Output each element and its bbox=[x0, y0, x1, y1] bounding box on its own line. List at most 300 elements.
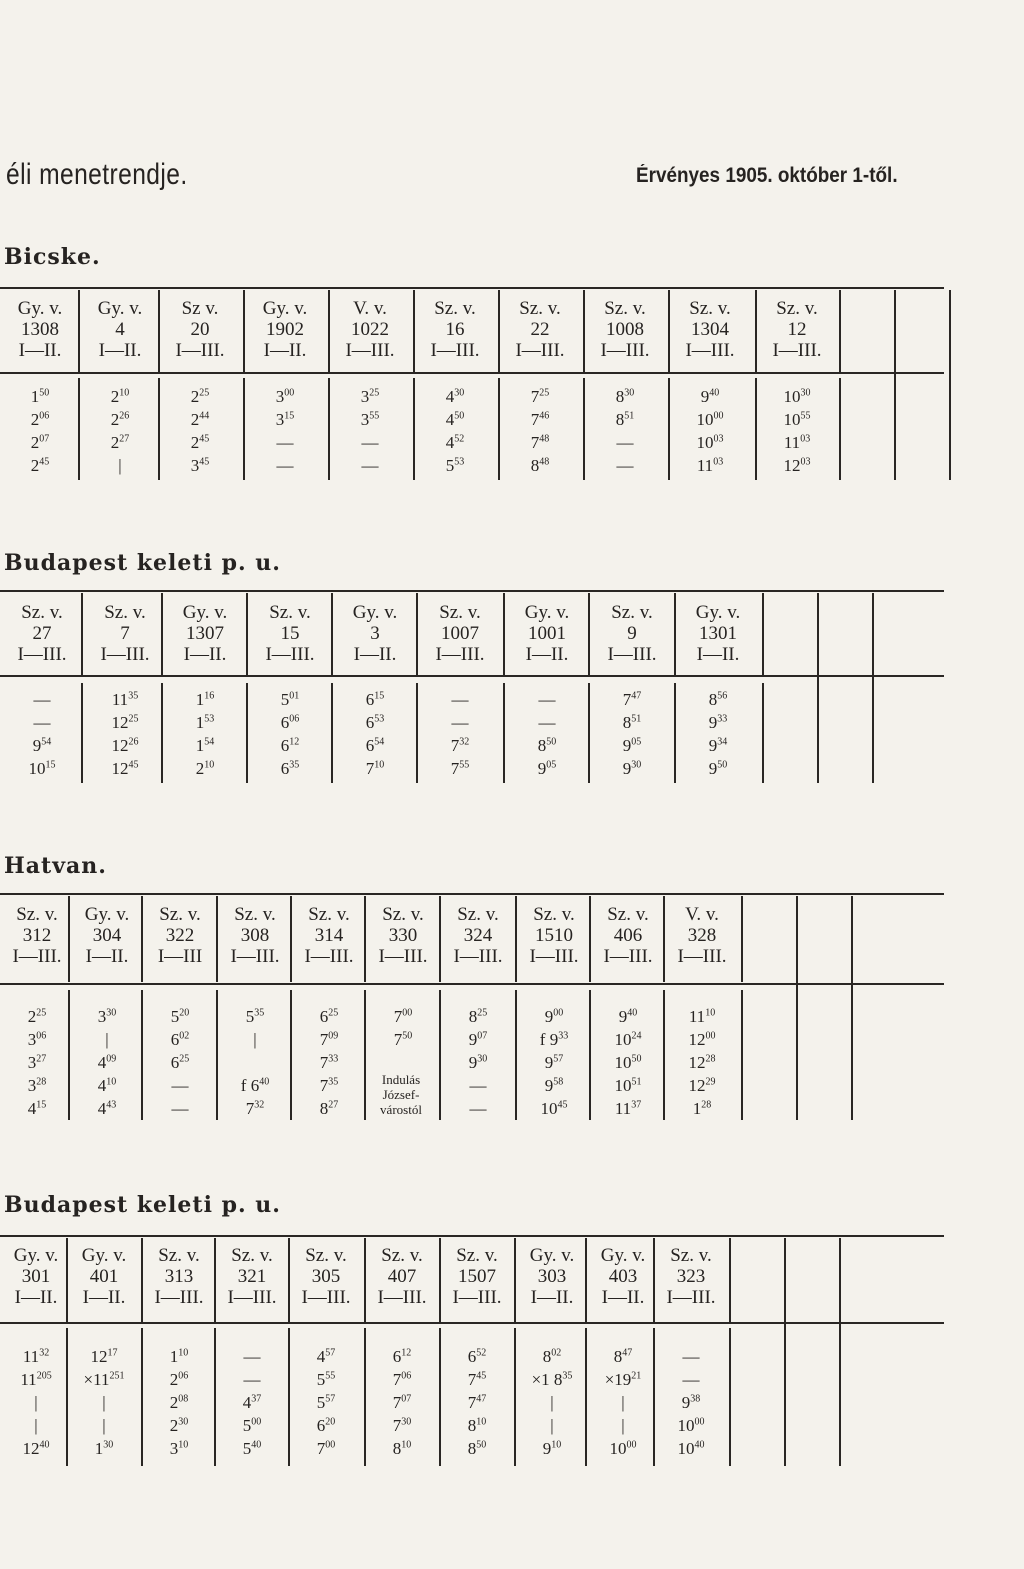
train-times bbox=[665, 1005, 739, 1120]
time-cell: $11^{32}$ bbox=[22, 1347, 50, 1366]
train-class: I—II. bbox=[601, 1287, 645, 1308]
train-number: 1001 bbox=[528, 623, 566, 644]
time-cell: $5^{20}$ bbox=[170, 1007, 190, 1026]
train-class: I—III. bbox=[12, 946, 62, 967]
train-number: 407 bbox=[387, 1266, 417, 1287]
column-divider bbox=[214, 1328, 216, 1466]
train-class: I—II. bbox=[525, 644, 569, 665]
train-number: 314 bbox=[314, 925, 344, 946]
time-cell: $6^{25}$ bbox=[319, 1007, 339, 1026]
time-cell: — bbox=[171, 1076, 189, 1095]
time-cell: $11^{37}$ bbox=[614, 1099, 642, 1118]
train-header bbox=[366, 904, 440, 967]
time-cell: $8^{51}$ bbox=[622, 713, 642, 732]
train-type: Gy. v. bbox=[84, 904, 130, 925]
time-cell: $9^{50}$ bbox=[708, 759, 728, 778]
time-cell: $3^{55}$ bbox=[360, 410, 380, 429]
time-cell: — bbox=[616, 456, 634, 475]
column-divider bbox=[246, 593, 248, 675]
time-cell: $8^{02}$ bbox=[542, 1347, 562, 1366]
time-cell: $10^{24}$ bbox=[614, 1030, 642, 1049]
train-class: I—III. bbox=[452, 1287, 502, 1308]
column-divider bbox=[141, 990, 143, 1120]
train-number: 308 bbox=[240, 925, 270, 946]
train-number: 16 bbox=[445, 319, 465, 340]
rule bbox=[0, 590, 944, 592]
column-divider bbox=[158, 378, 160, 480]
column-divider bbox=[439, 1328, 441, 1466]
train-class: I—III. bbox=[666, 1287, 716, 1308]
train-header bbox=[0, 1245, 72, 1308]
train-header bbox=[655, 1245, 727, 1308]
train-class: I—III. bbox=[154, 1287, 204, 1308]
time-cell: $7^{47}$ bbox=[622, 690, 642, 709]
rule bbox=[0, 372, 944, 374]
time-cell: $7^{06}$ bbox=[392, 1370, 412, 1389]
time-cell: — bbox=[243, 1347, 261, 1366]
time-cell: — bbox=[171, 1099, 189, 1118]
time-cell: $4^{57}$ bbox=[316, 1347, 336, 1366]
column-divider bbox=[68, 896, 70, 982]
time-cell: $12^{28}$ bbox=[688, 1053, 716, 1072]
train-times bbox=[80, 385, 160, 477]
column-divider bbox=[514, 1328, 516, 1466]
column-divider bbox=[498, 378, 500, 480]
column-divider bbox=[161, 593, 163, 675]
train-type: Gy. v. bbox=[695, 602, 741, 623]
time-cell: $6^{25}$ bbox=[170, 1053, 190, 1072]
time-cell: $3^{06}$ bbox=[27, 1030, 47, 1049]
train-class: I—III. bbox=[227, 1287, 277, 1308]
train-type: Gy. v. bbox=[97, 298, 143, 319]
rule bbox=[0, 1322, 944, 1324]
train-number: 7 bbox=[120, 623, 130, 644]
column-divider bbox=[585, 1328, 587, 1466]
train-class: I—III. bbox=[230, 946, 280, 967]
train-header bbox=[591, 904, 665, 967]
time-cell: $11^{03}$ bbox=[696, 456, 724, 475]
train-times bbox=[0, 688, 84, 780]
time-cell: $9^{40}$ bbox=[618, 1007, 638, 1026]
time-cell: $11^{10}$ bbox=[688, 1007, 716, 1026]
time-cell: $4^{15}$ bbox=[27, 1099, 47, 1118]
time-cell: $6^{12}$ bbox=[392, 1347, 412, 1366]
train-type: Sz. v. bbox=[381, 1245, 423, 1266]
time-cell: $9^{38}$ bbox=[681, 1393, 701, 1412]
train-class: I—II. bbox=[183, 644, 227, 665]
time-cell: $9^{30}$ bbox=[468, 1053, 488, 1072]
train-number: 305 bbox=[311, 1266, 341, 1287]
train-times bbox=[330, 385, 410, 477]
train-times bbox=[757, 385, 837, 477]
column-divider bbox=[416, 683, 418, 783]
column-divider bbox=[839, 1238, 841, 1466]
time-cell: $9^{05}$ bbox=[622, 736, 642, 755]
train-header bbox=[143, 1245, 215, 1308]
time-cell: $8^{30}$ bbox=[615, 387, 635, 406]
time-cell: | bbox=[34, 1393, 38, 1412]
time-cell: — bbox=[451, 713, 469, 732]
column-divider bbox=[331, 593, 333, 675]
time-cell: $3^{25}$ bbox=[360, 387, 380, 406]
time-cell: $5^{00}$ bbox=[242, 1416, 262, 1435]
column-divider bbox=[413, 378, 415, 480]
column-divider bbox=[762, 593, 764, 675]
time-cell: $3^{45}$ bbox=[190, 456, 210, 475]
time-cell: $5^{01}$ bbox=[280, 690, 300, 709]
train-type: Sz. v. bbox=[21, 602, 63, 623]
train-number: 15 bbox=[280, 623, 300, 644]
train-type: Sz. v. bbox=[604, 298, 646, 319]
time-cell: — bbox=[33, 690, 51, 709]
column-divider bbox=[364, 896, 366, 982]
column-divider bbox=[141, 1238, 143, 1322]
time-cell: $7^{55}$ bbox=[450, 759, 470, 778]
column-divider bbox=[589, 896, 591, 982]
time-cell: $2^{44}$ bbox=[190, 410, 210, 429]
time-cell: $2^{25}$ bbox=[190, 387, 210, 406]
time-cell: $5^{35}$ bbox=[245, 1007, 265, 1026]
time-cell: $12^{03}$ bbox=[783, 456, 811, 475]
time-cell: | bbox=[253, 1030, 257, 1049]
time-cell: ×1 $8^{35}$ bbox=[531, 1370, 573, 1389]
train-class: I—III. bbox=[515, 340, 565, 361]
rule bbox=[0, 675, 944, 677]
train-type: Gy. v. bbox=[182, 602, 228, 623]
time-cell: $3^{28}$ bbox=[27, 1076, 47, 1095]
time-cell: $1^{53}$ bbox=[195, 713, 215, 732]
train-times bbox=[0, 1345, 72, 1460]
column-divider bbox=[81, 683, 83, 783]
time-cell: $7^{48}$ bbox=[530, 433, 550, 452]
train-type: Sz. v. bbox=[308, 904, 350, 925]
train-type: Sz. v. bbox=[382, 904, 424, 925]
train-header bbox=[587, 1245, 659, 1308]
train-number: 12 bbox=[787, 319, 807, 340]
time-cell: $4^{37}$ bbox=[242, 1393, 262, 1412]
time-cell: $6^{54}$ bbox=[365, 736, 385, 755]
time-cell: — bbox=[682, 1370, 700, 1389]
time-cell: f $9^{33}$ bbox=[539, 1030, 569, 1049]
train-header bbox=[330, 298, 410, 361]
time-cell: $2^{07}$ bbox=[30, 433, 50, 452]
train-number: 301 bbox=[21, 1266, 51, 1287]
train-header bbox=[366, 1245, 438, 1308]
train-times bbox=[676, 688, 760, 780]
time-cell: — bbox=[361, 433, 379, 452]
column-divider bbox=[894, 290, 896, 480]
time-cell: $12^{26}$ bbox=[111, 736, 139, 755]
train-class: I—III. bbox=[603, 946, 653, 967]
train-class: I—II. bbox=[98, 340, 142, 361]
train-header bbox=[290, 1245, 362, 1308]
column-divider bbox=[674, 593, 676, 675]
train-type: Sz. v. bbox=[519, 298, 561, 319]
column-divider bbox=[589, 990, 591, 1120]
time-cell: $6^{20}$ bbox=[316, 1416, 336, 1435]
time-cell: $12^{25}$ bbox=[111, 713, 139, 732]
time-cell: $10^{00}$ bbox=[677, 1416, 705, 1435]
time-cell: — bbox=[33, 713, 51, 732]
time-cell: — bbox=[538, 713, 556, 732]
train-class: I—II. bbox=[85, 946, 129, 967]
time-cell: $6^{12}$ bbox=[280, 736, 300, 755]
time-cell: $12^{00}$ bbox=[688, 1030, 716, 1049]
train-times bbox=[590, 688, 674, 780]
time-cell: | bbox=[34, 1416, 38, 1435]
time-cell: $6^{15}$ bbox=[365, 690, 385, 709]
train-header bbox=[590, 602, 674, 665]
train-number: 1304 bbox=[691, 319, 729, 340]
page-title: éli menetrendje. bbox=[6, 158, 188, 191]
train-class: I—III. bbox=[175, 340, 225, 361]
train-class: I—III. bbox=[772, 340, 822, 361]
train-type: Gy. v. bbox=[81, 1245, 127, 1266]
train-type: Gy. v. bbox=[524, 602, 570, 623]
train-times bbox=[655, 1345, 727, 1460]
time-cell: $5^{53}$ bbox=[445, 456, 465, 475]
train-header bbox=[216, 1245, 288, 1308]
column-divider bbox=[663, 896, 665, 982]
train-class: I—III bbox=[157, 946, 203, 967]
rule bbox=[0, 287, 944, 289]
column-divider bbox=[141, 896, 143, 982]
time-cell: $9^{10}$ bbox=[542, 1439, 562, 1458]
time-cell: $3^{10}$ bbox=[169, 1439, 189, 1458]
train-times bbox=[585, 385, 665, 477]
rule bbox=[0, 1235, 944, 1237]
train-times bbox=[517, 1005, 591, 1120]
time-cell: $4^{43}$ bbox=[97, 1099, 117, 1118]
time-cell: $2^{10}$ bbox=[195, 759, 215, 778]
train-number: 20 bbox=[190, 319, 210, 340]
column-divider bbox=[588, 683, 590, 783]
time-cell: $9^{30}$ bbox=[622, 759, 642, 778]
train-type: Gy. v. bbox=[13, 1245, 59, 1266]
time-cell: $\times 11^{251}$ bbox=[83, 1370, 125, 1389]
train-class: I—III. bbox=[17, 644, 67, 665]
train-times bbox=[216, 1345, 288, 1460]
train-number: 9 bbox=[627, 623, 637, 644]
column-divider bbox=[439, 1238, 441, 1322]
train-type: Sz. v. bbox=[434, 298, 476, 319]
train-type: Gy. v. bbox=[529, 1245, 575, 1266]
train-type: Sz. v. bbox=[670, 1245, 712, 1266]
time-cell bbox=[218, 1051, 292, 1074]
time-cell: $8^{25}$ bbox=[468, 1007, 488, 1026]
column-divider bbox=[653, 1238, 655, 1322]
time-cell: $8^{10}$ bbox=[392, 1439, 412, 1458]
train-class: I—III. bbox=[265, 644, 315, 665]
column-divider bbox=[78, 290, 80, 372]
time-cell: $2^{26}$ bbox=[110, 410, 130, 429]
train-type: Sz. v. bbox=[456, 1245, 498, 1266]
train-number: 321 bbox=[237, 1266, 267, 1287]
time-cell: $5^{55}$ bbox=[316, 1370, 336, 1389]
column-divider bbox=[331, 683, 333, 783]
time-cell: $2^{06}$ bbox=[30, 410, 50, 429]
time-cell: — bbox=[616, 433, 634, 452]
time-cell: $10^{00}$ bbox=[696, 410, 724, 429]
time-cell: $4^{10}$ bbox=[97, 1076, 117, 1095]
train-header bbox=[585, 298, 665, 361]
time-cell: — bbox=[243, 1370, 261, 1389]
column-divider bbox=[663, 990, 665, 1120]
column-divider bbox=[729, 1328, 731, 1466]
time-cell: — bbox=[361, 456, 379, 475]
train-times bbox=[418, 688, 502, 780]
train-header bbox=[333, 602, 417, 665]
time-cell: $9^{33}$ bbox=[708, 713, 728, 732]
train-number: 1007 bbox=[441, 623, 479, 644]
column-divider bbox=[515, 990, 517, 1120]
column-divider bbox=[784, 1238, 786, 1466]
train-number: 1507 bbox=[458, 1266, 496, 1287]
train-times bbox=[415, 385, 495, 477]
time-cell: $7^{07}$ bbox=[392, 1393, 412, 1412]
column-divider bbox=[416, 593, 418, 675]
time-cell: $10^{30}$ bbox=[783, 387, 811, 406]
time-cell: $9^{54}$ bbox=[32, 736, 52, 755]
rule bbox=[0, 893, 944, 895]
column-divider bbox=[653, 1328, 655, 1466]
train-type: Sz. v. bbox=[611, 602, 653, 623]
train-class: I—III. bbox=[345, 340, 395, 361]
column-divider bbox=[674, 683, 676, 783]
time-cell: $2^{25}$ bbox=[27, 1007, 47, 1026]
train-type: Sz v. bbox=[181, 298, 219, 319]
time-cell: $9^{40}$ bbox=[700, 387, 720, 406]
train-class: I—III. bbox=[529, 946, 579, 967]
column-divider bbox=[328, 378, 330, 480]
train-type: Sz. v. bbox=[104, 602, 146, 623]
time-cell: | bbox=[550, 1416, 554, 1435]
time-cell: $7^{00}$ bbox=[393, 1007, 413, 1026]
train-number: 303 bbox=[537, 1266, 567, 1287]
time-cell: $1^{28}$ bbox=[692, 1099, 712, 1118]
train-header bbox=[0, 602, 84, 665]
train-header bbox=[160, 298, 240, 361]
train-number: 328 bbox=[687, 925, 717, 946]
train-header bbox=[143, 904, 217, 967]
column-divider bbox=[243, 378, 245, 480]
train-header bbox=[505, 602, 589, 665]
column-divider bbox=[839, 290, 841, 372]
column-divider bbox=[741, 990, 743, 1120]
column-divider bbox=[81, 593, 83, 675]
column-divider bbox=[741, 896, 743, 982]
column-divider bbox=[246, 683, 248, 783]
train-header bbox=[676, 602, 760, 665]
time-cell: $7^{25}$ bbox=[530, 387, 550, 406]
time-cell: $7^{35}$ bbox=[319, 1076, 339, 1095]
time-cell: — bbox=[469, 1076, 487, 1095]
time-cell: $1^{10}$ bbox=[169, 1347, 189, 1366]
train-header bbox=[83, 602, 167, 665]
train-times bbox=[160, 385, 240, 477]
time-cell: $4^{52}$ bbox=[445, 433, 465, 452]
column-divider bbox=[583, 378, 585, 480]
train-times bbox=[290, 1345, 362, 1460]
time-cell: $12^{17}$ bbox=[90, 1347, 118, 1366]
time-cell: $2^{10}$ bbox=[110, 387, 130, 406]
train-number: 1307 bbox=[186, 623, 224, 644]
column-divider bbox=[243, 290, 245, 372]
train-number: 312 bbox=[22, 925, 52, 946]
train-type: Sz. v. bbox=[533, 904, 575, 925]
column-divider bbox=[328, 290, 330, 372]
column-divider bbox=[515, 896, 517, 982]
column-divider bbox=[216, 896, 218, 982]
train-number: 304 bbox=[92, 925, 122, 946]
time-cell: $10^{51}$ bbox=[614, 1076, 642, 1095]
column-divider bbox=[668, 290, 670, 372]
time-cell: $1^{16}$ bbox=[195, 690, 215, 709]
column-divider bbox=[216, 990, 218, 1120]
time-cell: $9^{34}$ bbox=[708, 736, 728, 755]
train-header bbox=[516, 1245, 588, 1308]
time-cell: $12^{45}$ bbox=[111, 759, 139, 778]
time-cell: $7^{09}$ bbox=[319, 1030, 339, 1049]
train-times bbox=[143, 1005, 217, 1120]
time-cell: $10^{55}$ bbox=[783, 410, 811, 429]
time-cell: $6^{35}$ bbox=[280, 759, 300, 778]
column-divider bbox=[498, 290, 500, 372]
train-class: I—II. bbox=[18, 340, 62, 361]
column-divider bbox=[364, 1328, 366, 1466]
train-type: Gy. v. bbox=[17, 298, 63, 319]
departure-note: Indulás József-várostól bbox=[380, 1072, 422, 1117]
train-type: Sz. v. bbox=[439, 602, 481, 623]
column-divider bbox=[439, 896, 441, 982]
train-header bbox=[80, 298, 160, 361]
train-type: Sz. v. bbox=[689, 298, 731, 319]
time-cell: | bbox=[621, 1416, 625, 1435]
train-type: V. v. bbox=[685, 904, 719, 925]
time-cell: $6^{53}$ bbox=[365, 713, 385, 732]
time-cell: | bbox=[621, 1393, 625, 1412]
time-cell: $4^{30}$ bbox=[445, 387, 465, 406]
section-heading-bicske: Bicske. bbox=[4, 244, 101, 270]
train-class: I—III. bbox=[685, 340, 735, 361]
column-divider bbox=[214, 1238, 216, 1322]
train-class: I—III. bbox=[100, 644, 150, 665]
time-cell: $10^{40}$ bbox=[677, 1439, 705, 1458]
train-class: I—III. bbox=[377, 1287, 427, 1308]
column-divider bbox=[796, 896, 798, 1120]
train-type: V. v. bbox=[353, 298, 387, 319]
train-times bbox=[248, 688, 332, 780]
train-times bbox=[83, 688, 167, 780]
time-cell: $7^{50}$ bbox=[393, 1030, 413, 1049]
train-class: I—II. bbox=[82, 1287, 126, 1308]
time-cell: $1^{50}$ bbox=[30, 387, 50, 406]
time-cell: $9^{00}$ bbox=[544, 1007, 564, 1026]
time-cell: $2^{08}$ bbox=[169, 1393, 189, 1412]
time-cell: | bbox=[102, 1416, 106, 1435]
train-number: 1008 bbox=[606, 319, 644, 340]
train-number: 1301 bbox=[699, 623, 737, 644]
time-cell: $3^{15}$ bbox=[275, 410, 295, 429]
time-cell: $9^{57}$ bbox=[544, 1053, 564, 1072]
train-number: 1902 bbox=[266, 319, 304, 340]
time-cell: $5^{57}$ bbox=[316, 1393, 336, 1412]
time-cell: $10^{15}$ bbox=[28, 759, 56, 778]
train-header bbox=[441, 904, 515, 967]
time-cell: $2^{45}$ bbox=[30, 456, 50, 475]
column-divider bbox=[949, 290, 951, 480]
time-cell: | bbox=[550, 1393, 554, 1412]
